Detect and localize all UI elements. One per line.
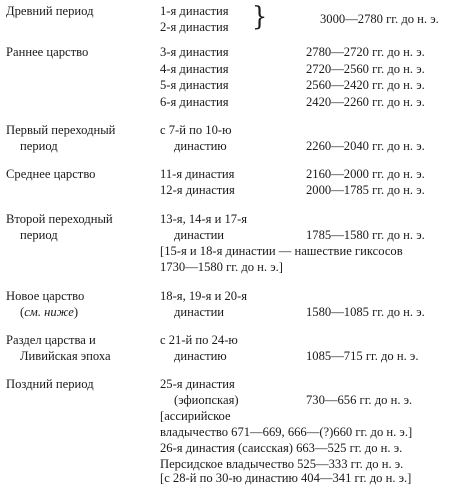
dynasty-text: [с 28-й по 30-ю династию 404—341 гг. до н. э.] <box>160 471 412 485</box>
dynasty-text: 1-я династия <box>160 4 229 18</box>
dynasty-text: 3-я династия <box>160 45 229 59</box>
dynasty-text: Персидское владычество 525—333 гг. до н. э. <box>160 457 404 471</box>
date-range: 2780—2720 гг. до н. э. <box>306 45 425 59</box>
date-range: 2420—2260 гг. до н. э. <box>306 95 425 109</box>
dynasty-text: (эфиопская) <box>174 393 239 407</box>
brace: } <box>252 0 268 32</box>
dynasty-text: 1730—1580 гг. до н. э.] <box>160 260 283 274</box>
dynasty-text: 13-я, 14-я и 17-я <box>160 212 248 226</box>
period-name: период <box>20 228 58 242</box>
dynasty-text: 18-я, 19-я и 20-я <box>160 289 248 303</box>
period-name: Раздел царства и <box>6 333 96 347</box>
dynasty-text: династию <box>174 349 227 363</box>
dynasty-text: 5-я династия <box>160 78 229 92</box>
dynasty-text: династию <box>174 139 227 153</box>
dynasty-text: 4-я династия <box>160 62 229 76</box>
dynasty-text: династии <box>174 305 225 319</box>
date-range: 2260—2040 гг. до н. э. <box>306 139 425 153</box>
dynasty-text: 6-я династия <box>160 95 229 109</box>
period-name: Ливийская эпоха <box>20 349 111 363</box>
period-name: Новое царство <box>6 289 85 303</box>
date-range: 2560—2420 гг. до н. э. <box>306 78 425 92</box>
dynasty-text: 26-я династия (саисская) 663—525 гг. до н. э. <box>160 441 403 455</box>
period-name: Поздний период <box>6 377 94 391</box>
dynasty-text: 11-я династия <box>160 167 235 181</box>
date-range: 1085—715 гг. до н. э. <box>306 349 419 363</box>
period-name: период <box>20 139 58 153</box>
dynasty-text: [ассирийское <box>160 409 231 423</box>
dynasty-text: владычество 671—669, 666—(?)660 гг. до н. э.] <box>160 425 413 439</box>
period-name: (см. ниже) <box>20 305 79 319</box>
dynasty-text: 2-я династия <box>160 20 229 34</box>
period-name: Древний период <box>6 4 94 18</box>
date-range: 2000—1785 гг. до н. э. <box>306 183 425 197</box>
date-range: 2720—2560 гг. до н. э. <box>306 62 425 76</box>
dynasty-text: 12-я династия <box>160 183 235 197</box>
period-name: Второй переходный <box>6 212 113 226</box>
dynasty-text: с 7-й по 10-ю <box>160 123 232 137</box>
dynasty-text: с 21-й по 24-ю <box>160 333 238 347</box>
date-range: 1580—1085 гг. до н. э. <box>306 305 425 319</box>
period-name: Первый переходный <box>6 123 116 137</box>
dynasty-text: [15-я и 18-я династии — нашествие гиксосов <box>160 244 403 258</box>
italic-note: см. ниже <box>24 305 74 319</box>
dynasty-text: 25-я династия <box>160 377 235 391</box>
date-range: 3000—2780 гг. до н. э. <box>320 12 439 26</box>
period-name: Раннее царство <box>6 45 89 59</box>
date-range: 730—656 гг. до н. э. <box>306 393 413 407</box>
date-range: 1785—1580 гг. до н. э. <box>306 228 425 242</box>
period-name: Среднее царство <box>6 167 96 181</box>
dynasty-text: династии <box>174 228 225 242</box>
date-range: 2160—2000 гг. до н. э. <box>306 167 425 181</box>
